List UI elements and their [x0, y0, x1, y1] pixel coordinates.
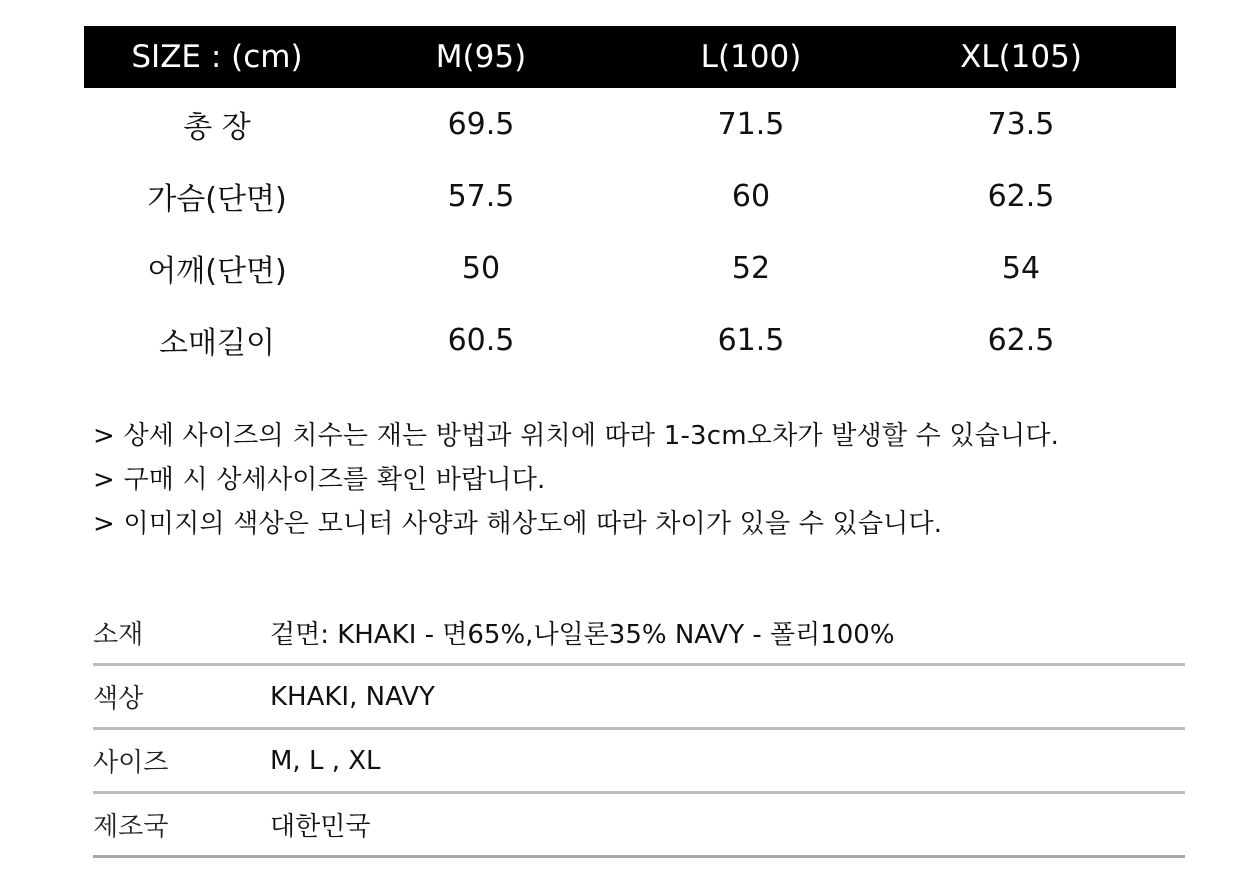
info-label: 색상 — [93, 684, 144, 714]
info-label: 제조국 — [93, 812, 169, 842]
value-xl: 62.5 — [987, 178, 1055, 214]
value-m: 50 — [461, 250, 501, 286]
size-row-chest — [84, 160, 1176, 232]
value-l: 71.5 — [717, 106, 785, 142]
info-value: 겉면: KHAKI - 면65%,나일론35% NAVY - 폴리100% — [270, 620, 895, 650]
info-value: KHAKI, NAVY — [270, 681, 435, 712]
value-l: 60 — [731, 178, 771, 214]
info-value: 대한민국 — [270, 812, 371, 842]
product-info-table — [93, 602, 1185, 858]
size-table — [84, 26, 1176, 376]
info-row-origin — [93, 794, 1185, 858]
row-label: 소매길이 — [159, 326, 275, 361]
size-table-header — [84, 26, 1176, 88]
size-header-l: L(100) — [700, 39, 802, 75]
row-label: 가슴(단면) — [147, 182, 287, 217]
value-m: 57.5 — [447, 178, 515, 214]
row-label: 어깨(단면) — [147, 254, 287, 289]
size-notes — [93, 414, 1243, 546]
note-color-difference: > 이미지의 색상은 모니터 사양과 해상도에 따라 차이가 있을 수 있습니다. — [93, 509, 943, 539]
size-header-label: SIZE : (cm) — [131, 39, 303, 75]
size-header-xl: XL(105) — [960, 39, 1082, 75]
value-l: 61.5 — [717, 322, 785, 358]
size-header-m: M(95) — [435, 39, 527, 75]
note-measurement-error: > 상세 사이즈의 치수는 재는 방법과 위치에 따라 1-3cm오차가 발생할 수 있습니다. — [93, 421, 1060, 451]
info-label: 사이즈 — [93, 748, 169, 778]
value-m: 69.5 — [447, 106, 515, 142]
size-row-sleeve — [84, 304, 1176, 376]
value-xl: 73.5 — [987, 106, 1055, 142]
info-value: M, L , XL — [270, 745, 381, 776]
info-row-material — [93, 602, 1185, 666]
note-check-size: > 구매 시 상세사이즈를 확인 바랍니다. — [93, 465, 546, 495]
row-label: 총 장 — [183, 110, 251, 145]
info-row-size — [93, 730, 1185, 794]
value-m: 60.5 — [447, 322, 515, 358]
size-row-shoulder — [84, 232, 1176, 304]
value-xl: 62.5 — [987, 322, 1055, 358]
info-label: 소재 — [93, 620, 144, 650]
value-l: 52 — [731, 250, 771, 286]
size-row-total-length — [84, 88, 1176, 160]
value-xl: 54 — [1001, 250, 1041, 286]
info-row-color — [93, 666, 1185, 730]
